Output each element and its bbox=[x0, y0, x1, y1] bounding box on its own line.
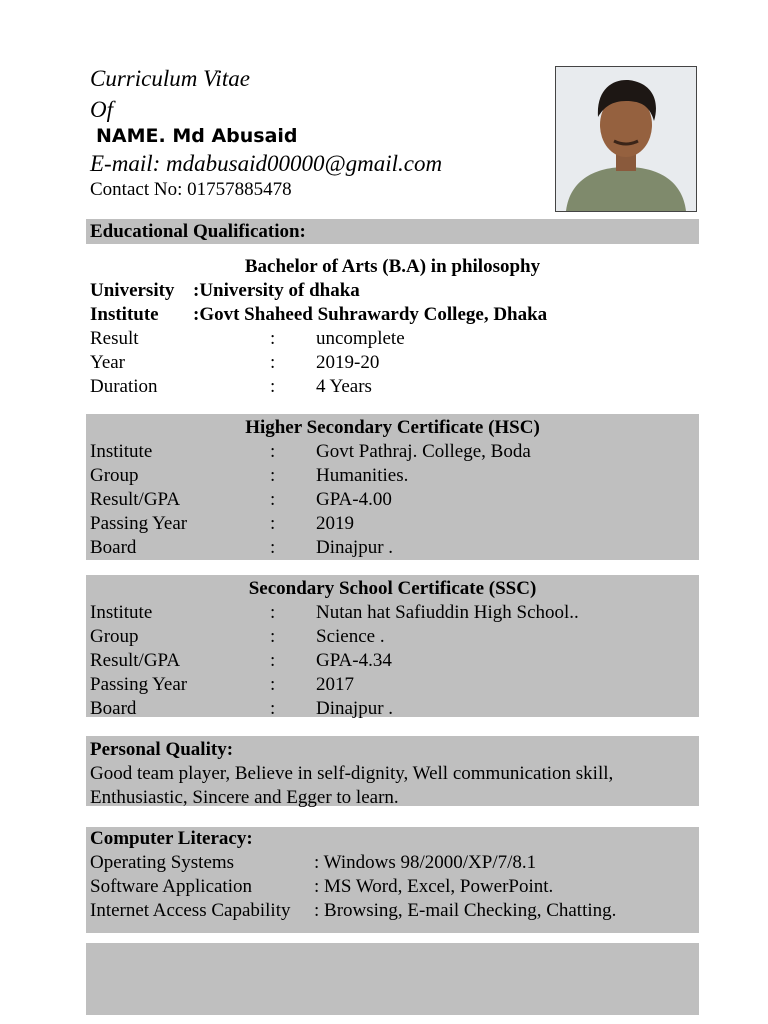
ssc-result-value: GPA-4.34 bbox=[316, 650, 392, 671]
hsc-result-label: Result/GPA bbox=[90, 489, 181, 510]
ba-result-value: uncomplete bbox=[316, 328, 405, 349]
operating-systems-label: Operating Systems bbox=[90, 852, 235, 873]
software-application-label: Software Application bbox=[90, 876, 252, 897]
education-heading: Educational Qualification: bbox=[90, 221, 306, 242]
colon: : bbox=[270, 376, 276, 397]
contact-line: Contact No: 01757885478 bbox=[90, 179, 292, 200]
hsc-result-value: GPA-4.00 bbox=[316, 489, 392, 510]
ba-university-value: :University of dhaka bbox=[193, 280, 360, 301]
operating-systems-value: : Windows 98/2000/XP/7/8.1 bbox=[314, 852, 537, 873]
colon: : bbox=[270, 537, 276, 558]
hsc-title: Higher Secondary Certificate (HSC) bbox=[245, 417, 540, 438]
colon: : bbox=[270, 441, 276, 462]
email-line: E-mail: mdabusaid00000@gmail.com bbox=[90, 151, 443, 176]
ba-duration-label: Duration bbox=[90, 376, 158, 397]
ssc-institute-label: Institute bbox=[90, 602, 153, 623]
hsc-board-label: Board bbox=[90, 537, 137, 558]
ssc-board-value: Dinajpur . bbox=[316, 698, 394, 719]
colon: : bbox=[270, 465, 276, 486]
hsc-institute-value: Govt Pathraj. College, Boda bbox=[316, 441, 531, 462]
colon: : bbox=[270, 674, 276, 695]
ba-year-label: Year bbox=[90, 352, 126, 373]
ssc-result-label: Result/GPA bbox=[90, 650, 181, 671]
colon: : bbox=[270, 328, 276, 349]
hsc-board-value: Dinajpur . bbox=[316, 537, 394, 558]
hsc-passing-year-value: 2019 bbox=[316, 513, 354, 534]
colon: : bbox=[270, 626, 276, 647]
ba-title: Bachelor of Arts (B.A) in philosophy bbox=[244, 256, 541, 277]
ba-result-label: Result bbox=[90, 328, 139, 349]
ba-year-value: 2019-20 bbox=[316, 352, 380, 373]
profile-photo bbox=[555, 66, 697, 212]
internet-access-value: : Browsing, E-mail Checking, Chatting. bbox=[314, 900, 617, 921]
ssc-group-label: Group bbox=[90, 626, 139, 647]
internet-access-label: Internet Access Capability bbox=[90, 900, 291, 921]
hsc-institute-label: Institute bbox=[90, 441, 153, 462]
candidate-name: NAME. Md Abusaid bbox=[96, 125, 298, 147]
software-application-value: : MS Word, Excel, PowerPoint. bbox=[314, 876, 554, 897]
hsc-group-label: Group bbox=[90, 465, 139, 486]
cv-title: Curriculum Vitae bbox=[90, 66, 250, 91]
ssc-institute-value: Nutan hat Safiuddin High School.. bbox=[316, 602, 579, 623]
colon: : bbox=[270, 650, 276, 671]
empty-section-band bbox=[86, 943, 699, 1015]
colon: : bbox=[270, 352, 276, 373]
ssc-group-value: Science . bbox=[316, 626, 385, 647]
cv-title-of: Of bbox=[90, 97, 113, 122]
person-portrait-icon bbox=[556, 67, 696, 211]
hsc-group-value: Humanities. bbox=[316, 465, 409, 486]
hsc-passing-year-label: Passing Year bbox=[90, 513, 188, 534]
ssc-title: Secondary School Certificate (SSC) bbox=[248, 578, 537, 599]
personal-quality-line-2: Enthusiastic, Sincere and Egger to learn. bbox=[90, 787, 399, 808]
ba-institute-label: Institute bbox=[90, 304, 159, 325]
ssc-passing-year-value: 2017 bbox=[316, 674, 354, 695]
ba-institute-value: :Govt Shaheed Suhrawardy College, Dhaka bbox=[193, 304, 548, 325]
ba-duration-value: 4 Years bbox=[316, 376, 372, 397]
ssc-passing-year-label: Passing Year bbox=[90, 674, 188, 695]
colon: : bbox=[270, 513, 276, 534]
ba-university-label: University bbox=[90, 280, 175, 301]
personal-quality-line-1: Good team player, Believe in self-dignity, Well communication skill, bbox=[90, 763, 614, 784]
ssc-board-label: Board bbox=[90, 698, 137, 719]
colon: : bbox=[270, 698, 276, 719]
colon: : bbox=[270, 602, 276, 623]
colon: : bbox=[270, 489, 276, 510]
personal-quality-heading: Personal Quality: bbox=[90, 739, 234, 760]
computer-literacy-heading: Computer Literacy: bbox=[90, 828, 253, 849]
